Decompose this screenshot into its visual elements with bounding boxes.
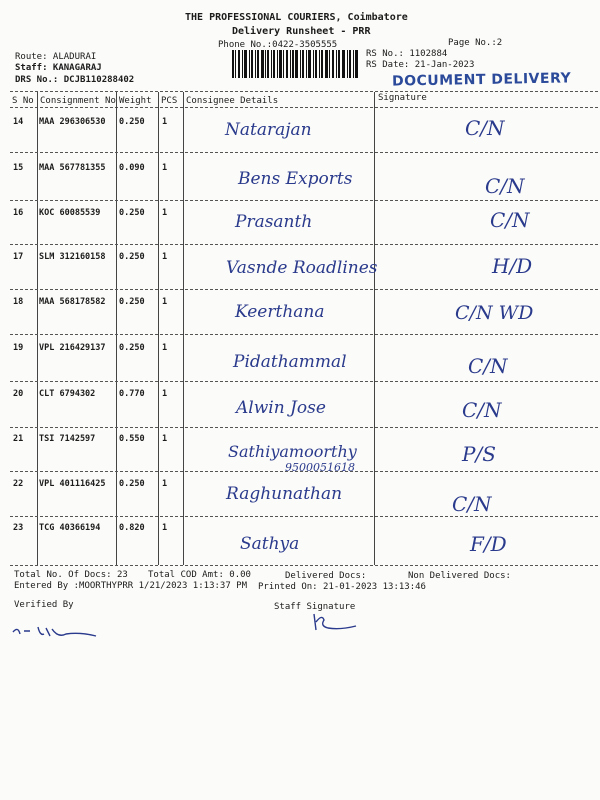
row-divider	[10, 289, 598, 290]
row-consignee: Sathya	[240, 534, 300, 554]
row-consignment: MAA 296306530	[39, 117, 106, 127]
row-sno: 18	[13, 297, 24, 307]
row-consignee: Prasanth	[235, 212, 313, 232]
col-divider	[37, 92, 38, 565]
row-weight: 0.770	[119, 389, 145, 399]
row-consignment: SLM 312160158	[39, 252, 106, 262]
row-sno: 19	[13, 343, 24, 353]
row-pcs: 1	[162, 434, 168, 444]
header-bottom-rule	[10, 107, 598, 108]
row-divider	[10, 516, 598, 517]
row-weight: 0.250	[119, 252, 145, 262]
verifier-signature-image	[10, 622, 100, 644]
row-pcs: 1	[162, 297, 168, 307]
row-weight: 0.550	[119, 434, 145, 444]
col-weight: Weight	[119, 96, 152, 106]
row-pcs: 1	[162, 479, 168, 489]
company-name: THE PROFESSIONAL COURIERS, Coimbatore	[185, 12, 408, 23]
row-pcs: 1	[162, 252, 168, 262]
row-pcs: 1	[162, 343, 168, 353]
row-consignment: VPL 216429137	[39, 343, 106, 353]
row-sno: 17	[13, 252, 24, 262]
non-delivered-docs: Non Delivered Docs:	[408, 571, 511, 581]
row-weight: 0.250	[119, 208, 145, 218]
row-divider	[10, 244, 598, 245]
col-pcs: PCS	[161, 96, 178, 106]
row-consignee: Sathiyamoorthy	[228, 442, 357, 461]
verified-by-label: Verified By	[14, 600, 74, 610]
row-consignee: Raghunathan	[226, 484, 343, 504]
page-number: Page No.:2	[448, 38, 503, 48]
col-signature: Signature	[378, 93, 427, 103]
row-signature: F/D	[470, 532, 507, 556]
row-divider	[10, 200, 598, 201]
staff-field: Staff: KANAGARAJ	[15, 63, 102, 73]
row-divider	[10, 381, 598, 382]
row-consignment: CLT 6794302	[39, 389, 96, 399]
col-divider	[158, 92, 159, 565]
row-weight: 0.820	[119, 523, 145, 533]
row-consignee: Alwin Jose	[236, 398, 326, 418]
printed-on: Printed On: 21-01-2023 13:13:46	[258, 582, 426, 592]
row-consignee: Natarajan	[225, 120, 312, 140]
document-delivery-stamp: DOCUMENT DELIVERY	[391, 70, 572, 90]
row-signature: P/S	[462, 442, 496, 466]
total-docs: Total No. Of Docs: 23	[14, 570, 128, 580]
row-weight: 0.090	[119, 163, 145, 173]
row-pcs: 1	[162, 389, 168, 399]
col-divider	[374, 92, 375, 565]
row-consignment: MAA 567781355	[39, 163, 106, 173]
phone-number: Phone No.:0422-3505555	[218, 40, 338, 50]
row-weight: 0.250	[119, 479, 145, 489]
row-consignment: TCG 40366194	[39, 523, 101, 533]
row-sno: 14	[13, 117, 24, 127]
col-divider	[116, 92, 117, 565]
row-pcs: 1	[162, 163, 168, 173]
row-pcs: 1	[162, 117, 168, 127]
barcode-image	[232, 50, 358, 78]
row-pcs: 1	[162, 208, 168, 218]
row-weight: 0.250	[119, 297, 145, 307]
document-title: Delivery Runsheet - PRR	[232, 26, 371, 37]
row-signature: H/D	[492, 254, 533, 278]
staff-signature-label: Staff Signature	[274, 602, 356, 612]
row-divider	[10, 334, 598, 335]
drs-number: DRS No.: DCJB110288402	[15, 75, 135, 85]
row-sno: 23	[13, 523, 24, 533]
row-weight: 0.250	[119, 117, 145, 127]
row-sno: 20	[13, 389, 24, 399]
row-consignee: Vasnde Roadlines	[226, 258, 378, 278]
col-sno: S No	[12, 96, 34, 106]
row-consignee: Keerthana	[235, 302, 325, 322]
row-sno: 22	[13, 479, 24, 489]
row-signature: C/N	[485, 174, 525, 198]
row-pcs: 1	[162, 523, 168, 533]
row-consignment: TSI 7142597	[39, 434, 96, 444]
rs-date: RS Date: 21-Jan-2023	[366, 60, 475, 70]
row-sno: 16	[13, 208, 24, 218]
total-cod: Total COD Amt: 0.00	[148, 570, 251, 580]
row-sno: 21	[13, 434, 24, 444]
header-top-rule	[10, 91, 598, 92]
table-bottom-rule	[10, 565, 598, 566]
row-sno: 15	[13, 163, 24, 173]
col-consignment: Consignment No	[40, 96, 116, 106]
row-weight: 0.250	[119, 343, 145, 353]
col-divider	[183, 92, 184, 565]
row-consignment: KOC 60085539	[39, 208, 101, 218]
row-divider	[10, 427, 598, 428]
row-signature: C/N	[462, 398, 502, 422]
row-consignment: MAA 568178582	[39, 297, 106, 307]
staff-signature-image	[310, 612, 360, 634]
delivered-docs: Delivered Docs:	[285, 571, 367, 581]
rs-number: RS No.: 1102884	[366, 49, 448, 59]
row-consignee: Bens Exports	[238, 169, 353, 189]
row-signature: C/N	[452, 492, 492, 516]
row-divider	[10, 471, 598, 472]
row-consignee: Pidathammal	[233, 352, 347, 372]
row-signature: C/N	[465, 116, 505, 140]
row-signature: C/N WD	[455, 302, 534, 324]
row-consignment: VPL 401116425	[39, 479, 106, 489]
row-divider	[10, 152, 598, 153]
col-consignee: Consignee Details	[186, 96, 279, 106]
route-field: Route: ALADURAI	[15, 52, 97, 62]
row-consignee-phone: 9500051618	[285, 461, 355, 474]
row-signature: C/N	[490, 208, 530, 232]
row-signature: C/N	[468, 354, 508, 378]
entered-by: Entered By :MOORTHYPRR 1/21/2023 1:13:37 PM	[14, 581, 247, 591]
